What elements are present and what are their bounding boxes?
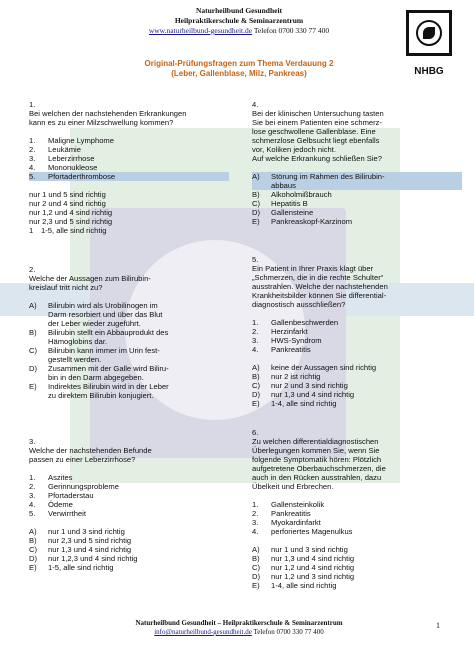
option-list <box>252 318 462 354</box>
page-footer <box>100 619 378 637</box>
nhbg-logo-icon <box>406 10 452 56</box>
option-item: 2. Leukämie <box>29 145 81 154</box>
option-item: B) Alkoholmißbrauch <box>252 190 332 199</box>
option-item: 4. Pankreatitis <box>252 345 311 354</box>
answer-item: nur 2 und 4 sind richtig <box>29 199 106 208</box>
question-1 <box>29 100 229 235</box>
answer-item: A) nur 1 und 3 sind richtig <box>29 527 125 536</box>
header-phone: Telefon 0700 330 77 400 <box>253 26 330 35</box>
option-list <box>29 136 229 181</box>
option-item: C) Hepatitis B <box>252 199 308 208</box>
header-website-link[interactable]: www.naturheilbund-gesundheit.de <box>148 26 253 35</box>
answer-list <box>252 545 462 590</box>
option-item: 2. Herzinfarkt <box>252 327 308 336</box>
question-text: Welche der Aussagen zum Bilirubin- kreislauf tritt nicht zu? <box>29 274 151 292</box>
option-item: A) Bilirubin wird als Urobilinogen im Darm resorbiert und über das Blut der Leber wieder zugeführt. <box>29 301 163 328</box>
answer-item: 1 1-5, alle sind richtig <box>29 226 107 235</box>
question-6 <box>252 428 462 590</box>
answer-item: nur 1 und 5 sind richtig <box>29 190 106 199</box>
question-2 <box>29 265 229 400</box>
title-line-2: (Leber, Gallenblase, Milz, Pankreas) <box>171 69 307 78</box>
header-contact <box>120 26 358 36</box>
answer-item: A) nur 1 und 3 sind richtig <box>252 545 348 554</box>
option-item: D) Gallensteine <box>252 208 314 217</box>
question-4 <box>252 100 462 226</box>
answer-item: C) nur 1,3 und 4 sind richtig <box>29 545 132 554</box>
header-line-2: Heilpraktikerschule & Seminarzentrum <box>174 16 304 25</box>
answer-item: C) nur 2 und 3 sind richtig <box>252 381 348 390</box>
logo-text: NHBG <box>414 66 444 77</box>
option-item: 2. Pankreatitis <box>252 509 311 518</box>
answer-item: D) nur 1,3 und 4 sind richtig <box>252 390 355 399</box>
option-item: 1. Gallenbeschwerden <box>252 318 339 327</box>
answer-item: B) nur 1,3 und 4 sind richtig <box>252 554 355 563</box>
answer-item: D) nur 1,2 und 3 sind richtig <box>252 572 355 581</box>
answer-item: B) nur 2,3 und 5 sind richtig <box>29 536 132 545</box>
header-line-1: Naturheilbund Gesundheit <box>195 6 283 15</box>
answer-list <box>252 363 462 408</box>
option-list <box>29 473 229 518</box>
option-item: 1. Maligne Lymphome <box>29 136 114 145</box>
option-item-highlighted: 5. Pfortaderthrombose <box>29 172 229 181</box>
footer-line-1: Naturheilbund Gesundheit – Heilpraktikerschule & Seminarzentrum <box>135 619 343 627</box>
footer-contact <box>100 628 378 637</box>
page-title <box>110 59 368 79</box>
question-number: 4. <box>252 100 259 109</box>
option-item: 2. Gerinnungsprobleme <box>29 482 119 491</box>
answer-item: nur 1,2 und 4 sind richtig <box>29 208 113 217</box>
option-item: 3. Leberzirrhose <box>29 154 95 163</box>
option-item: 3. HWS-Syndrom <box>252 336 322 345</box>
answer-item: nur 2,3 und 5 sind richtig <box>29 217 113 226</box>
answer-item: D) nur 1,2,3 und 4 sind richtig <box>29 554 138 563</box>
page-header <box>120 6 358 36</box>
option-item: 1. Gallensteinkolik <box>252 500 325 509</box>
answer-item: E) 1-4, alle sind richtig <box>252 581 337 590</box>
question-number: 1. <box>29 100 36 109</box>
option-item: D) Zusammen mit der Galle wird Biliru- bin in den Darm abgegeben. <box>29 364 169 382</box>
question-number: 6. <box>252 428 259 437</box>
option-list <box>252 172 462 226</box>
question-5 <box>252 255 462 408</box>
answer-list <box>29 190 229 235</box>
option-item: 1. Aszites <box>29 473 73 482</box>
option-item: C) Bilirubin kann immer im Urin fest- gestellt werden. <box>29 346 160 364</box>
title-line-1: Original-Prüfungsfragen zum Thema Verdauung 2 <box>144 59 334 68</box>
page-number: 1 <box>436 621 440 630</box>
option-item: 4. Mononukleose <box>29 163 98 172</box>
option-list <box>252 500 462 536</box>
answer-item: B) nur 2 ist richtig <box>252 372 321 381</box>
question-text: Zu welchen differentialdiagnostischen Überlegungen kommen Sie, wenn Sie folgende Symptomatik hören: Plötzlich aufgetretene Oberbauchschmerzen, die auch in den Rücken ausstrahlen, dazu Übelkeit und Erbrechen. <box>252 437 386 491</box>
answer-item: A) keine der Aussagen sind richtig <box>252 363 377 372</box>
answer-list <box>29 527 229 572</box>
option-item: 3. Pfortaderstau <box>29 491 94 500</box>
footer-phone: Telefon 0700 330 77 400 <box>253 628 324 636</box>
option-item: 3. Myokardinfarkt <box>252 518 321 527</box>
option-item: 5. Verwirrtheit <box>29 509 86 518</box>
option-item: E) Indirektes Bilirubin wird in der Leber zu direktem Bilirubin konjugiert. <box>29 382 169 400</box>
question-text: Welche der nachstehenden Befunde passen zu einer Leberzirrhose? <box>29 446 152 464</box>
question-number: 3. <box>29 437 36 446</box>
question-3 <box>29 437 229 572</box>
question-text: Bei welchen der nachstehenden Erkrankungen kann es zu einer Milzschwellung kommen? <box>29 109 187 127</box>
question-text: Ein Patient in Ihrer Praxis klagt über „Schmerzen, die in die rechte Schulter“ ausstrahlen. Welche der nachstehenden Krankheitsbilder können Sie differential- diagnostisch ausschließen? <box>252 264 388 309</box>
question-number: 2. <box>29 265 36 274</box>
question-number: 5. <box>252 255 259 264</box>
option-item: E) Pankreaskopf-Karzinom <box>252 217 353 226</box>
answer-item: E) 1-4, alle sind richtig <box>252 399 337 408</box>
option-item: 4. Ödeme <box>29 500 73 509</box>
answer-item: E) 1-5, alle sind richtig <box>29 563 114 572</box>
option-item: B) Bilirubin stellt ein Abbauprodukt des Hämoglobins dar. <box>29 328 169 346</box>
question-text: Bei der klinischen Untersuchung tasten Sie bei einem Patienten eine schmerz- lose geschwollene Gallenblase. Eine schmerzlose Gelbsucht liegt ebenfalls vor, Koliken jedoch nicht. Auf welche Erkrankung schließen Sie? <box>252 109 384 163</box>
footer-email-link[interactable]: info@naturheilbund-gesundheit.de <box>154 628 252 636</box>
option-item: 4. perforiertes Magenulkus <box>252 527 353 536</box>
option-item-highlighted: A) Störung im Rahmen des Bilirubin- abbaus <box>252 172 462 190</box>
option-list <box>29 301 229 400</box>
answer-item: C) nur 1,2 und 4 sind richtig <box>252 563 355 572</box>
